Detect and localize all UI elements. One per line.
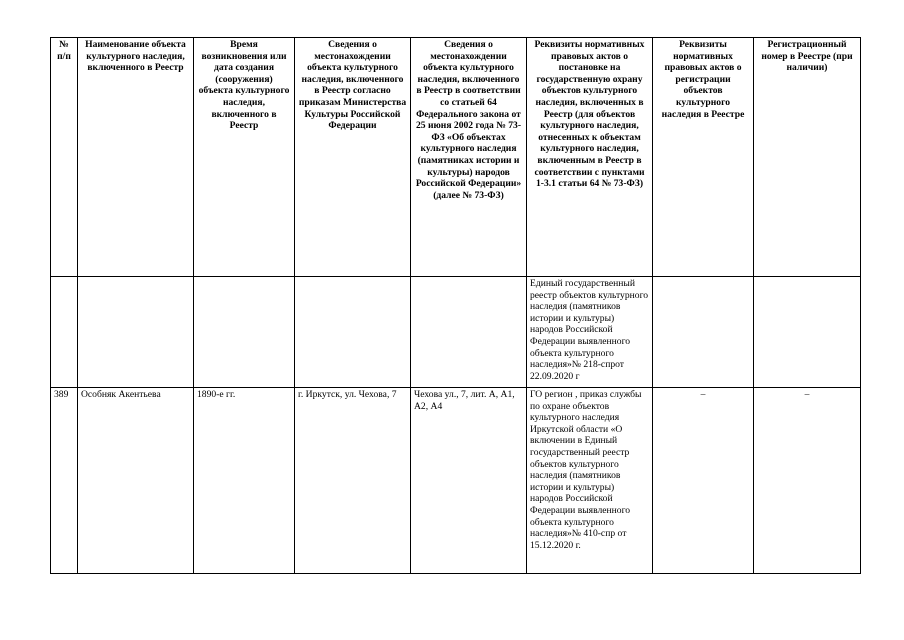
header-reg-number-label: Регистрационный номер в Реестре (при наличии) [761, 39, 853, 74]
cell-date [194, 277, 295, 388]
cell-name [78, 277, 194, 388]
cell-registration-acts [653, 277, 754, 388]
cell-reg-number: – [754, 388, 861, 574]
header-location-73fz [411, 38, 527, 277]
table-row-continuation [51, 277, 861, 388]
header-location-mk-label: Сведения о местонахождении объекта культурного наследия, включенного в Реестр согласно приказам Министерства Культуры Российской Федерации [298, 39, 407, 132]
header-number-label: № п/п [57, 39, 71, 62]
header-name-label: Наименование объекта культурного наследия, включенного в Реестр [85, 39, 186, 74]
cell-number: 389 [51, 388, 78, 574]
table-header-row [51, 38, 861, 277]
cell-location-73fz: Чехова ул., 7, лит. А, А1, А2, А4 [411, 388, 527, 574]
header-location-73fz-label: Сведения о местонахождении объекта культурного наследия, включенного в Реестр в соответствии со статьей 64 Федерального закона от 25 июня 2002 года № 73-ФЗ «Об объектах культурного наследия (памятниках истории и культуры) народов Российской Федерации» (далее № 73-ФЗ) [415, 39, 522, 201]
cell-protection-acts: ГО регион , приказ службы по охране объектов культурного наследия Иркутской области «О включении в Единый государственный реестр объектов культурного наследия (памятников истории и культуры) народов Российской Федерации выявленного объекта культурного наследия»№ 410-спр от 15.12.2020 г. [527, 388, 653, 574]
header-date [194, 38, 295, 277]
cell-location-mk: г. Иркутск, ул. Чехова, 7 [295, 388, 411, 574]
heritage-registry-table [50, 37, 861, 574]
cell-date: 1890-е гг. [194, 388, 295, 574]
header-number [51, 38, 78, 277]
cell-registration-acts: – [653, 388, 754, 574]
header-date-label: Время возникновения или дата создания (сооружения) объекта культурного наследия, включенного в Реестр [198, 39, 290, 132]
header-protection-acts [527, 38, 653, 277]
cell-protection-acts: Единый государственный реестр объектов культурного наследия (памятников истории и культуры) народов Российской Федерации выявленного объекта культурного наследия»№ 218-спрот 22.09.2020 г [527, 277, 653, 388]
header-registration-acts-label: Реквизиты нормативных правовых актов о регистрации объектов культурного наследия в Реестре [661, 39, 745, 120]
cell-reg-number [754, 277, 861, 388]
cell-location-73fz [411, 277, 527, 388]
cell-location-mk [295, 277, 411, 388]
header-registration-acts [653, 38, 754, 277]
header-name [78, 38, 194, 277]
cell-number [51, 277, 78, 388]
table-row [51, 388, 861, 574]
header-reg-number [754, 38, 861, 277]
header-location-mk [295, 38, 411, 277]
header-protection-acts-label: Реквизиты нормативных правовых актов о постановке на государственную охрану объектов культурного наследия, включенных в Реестр (для объектов культурного наследия, отнесенных к объектам культурного наследия, включенным в Реестр в соответствии с пунктами 1-3.1 статьи 64 № 73-ФЗ) [534, 39, 645, 190]
cell-name: Особняк Акентьева [78, 388, 194, 574]
